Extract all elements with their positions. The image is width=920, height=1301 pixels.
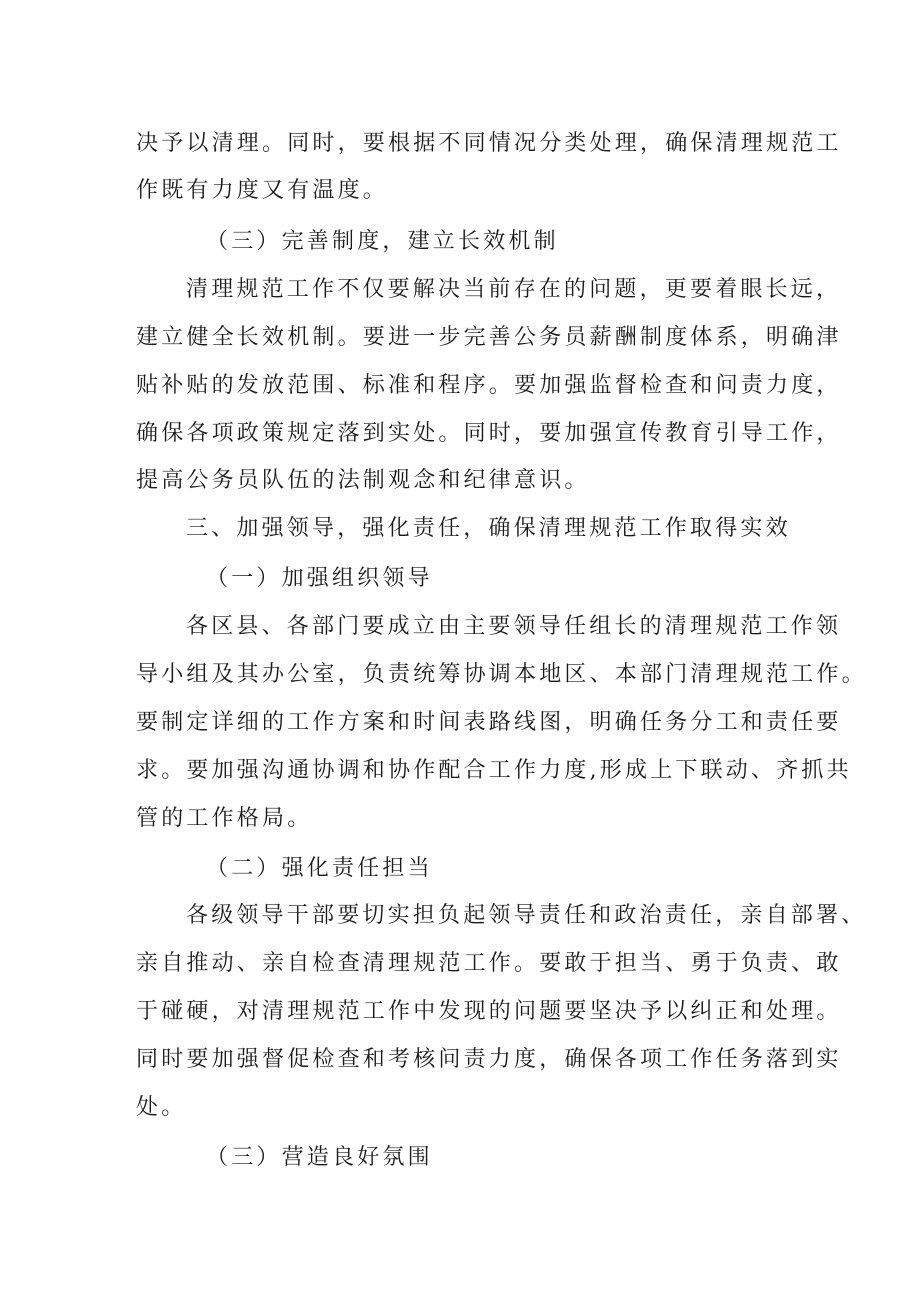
subsection-heading: （二）强化责任担当 [206, 856, 433, 881]
body-text-line: 各级领导干部要切实担负起领导责任和政治责任，亲自部署、 [186, 903, 867, 928]
body-text-line: 要制定详细的工作方案和时间表路线图，明确任务分工和责任要 [136, 710, 842, 735]
body-text-line: 处。 [136, 1095, 187, 1120]
body-text-line: 求。要加强沟通协调和协作配合工作力度,形成上下联动、齐抓共 [136, 758, 852, 783]
section-heading: 三、加强领导，强化责任，确保清理规范工作取得实效 [186, 516, 791, 541]
body-text-line: 各区县、各部门要成立由主要领导任组长的清理规范工作领 [186, 614, 842, 639]
body-text-line: 管的工作格局。 [136, 806, 313, 831]
body-text-line: 于碰硬，对清理规范工作中发现的问题要坚决予以纠正和处理。 [136, 999, 842, 1024]
body-text-line: 作既有力度又有温度。 [136, 178, 389, 203]
body-text-line: 决予以清理。同时，要根据不同情况分类处理，确保清理规范工 [136, 131, 842, 156]
subsection-heading: （一）加强组织领导 [206, 566, 433, 591]
subsection-heading: （三）营造良好氛围 [206, 1145, 433, 1170]
body-text-line: 确保各项政策规定落到实处。同时，要加强宣传教育引导工作， [136, 421, 842, 446]
body-text-line: 建立健全长效机制。要进一步完善公务员薪酬制度体系，明确津 [136, 325, 842, 350]
body-text-line: 提高公务员队伍的法制观念和纪律意识。 [136, 468, 590, 493]
body-text-line: 导小组及其办公室，负责统筹协调本地区、本部门清理规范工作。 [136, 662, 867, 687]
body-text-line: 清理规范工作不仅要解决当前存在的问题，更要着眼长远， [186, 277, 842, 302]
body-text-line: 亲自推动、亲自检查清理规范工作。要敢于担当、勇于负责、敢 [136, 951, 842, 976]
body-text-line: 贴补贴的发放范围、标准和程序。要加强监督检查和问责力度， [136, 373, 842, 398]
subsection-heading: （三）完善制度，建立长效机制 [206, 229, 559, 254]
body-text-line: 同时要加强督促检查和考核问责力度，确保各项工作任务落到实 [136, 1047, 842, 1072]
